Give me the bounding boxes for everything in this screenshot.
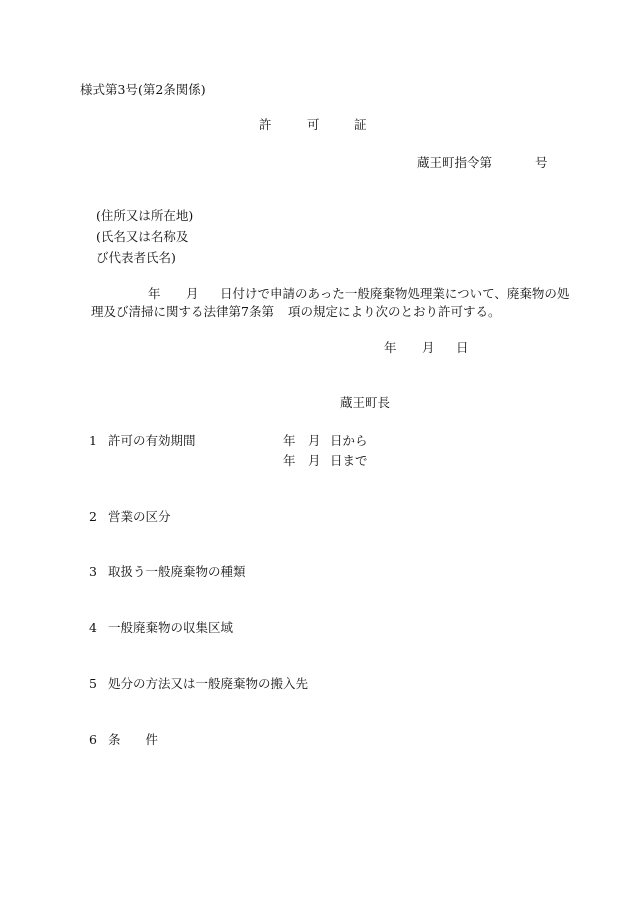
item-6-number: 6 xyxy=(89,732,97,747)
validity-from-day: 日から xyxy=(330,433,368,448)
body-month: 月 xyxy=(186,286,199,301)
body-line-2b: 項の規定により次のとおり許可する。 xyxy=(287,304,501,319)
item-6-label: 条 件 xyxy=(108,732,159,747)
form-number: 様式第3号(第2条関係) xyxy=(80,82,206,97)
body-line-2 xyxy=(91,306,500,319)
title-char-1: 許 xyxy=(259,117,272,132)
item-5-number: 5 xyxy=(89,676,97,691)
item-1-label: 許可の有効期間 xyxy=(108,433,196,448)
item-2-label: 営業の区分 xyxy=(108,509,171,524)
item-2-number: 2 xyxy=(89,509,97,524)
issuer: 蔵王町長 xyxy=(340,395,391,410)
validity-from-month: 月 xyxy=(308,433,321,448)
validity-to-month: 月 xyxy=(308,453,321,468)
issue-date-day: 日 xyxy=(456,340,469,355)
item-4-label: 一般廃棄物の収集区域 xyxy=(108,620,234,635)
permit-number-prefix: 蔵王町指令第 xyxy=(417,155,493,170)
issue-date-year: 年 xyxy=(384,340,397,355)
validity-to-day: 日まで xyxy=(330,453,368,468)
item-5-label: 処分の方法又は一般廃棄物の搬入先 xyxy=(108,676,309,691)
applicant-address-label: (住所又は所在地) xyxy=(96,208,194,223)
validity-to-year: 年 xyxy=(283,453,296,468)
body-year: 年 xyxy=(148,286,161,301)
validity-from-year: 年 xyxy=(283,433,296,448)
applicant-block xyxy=(96,205,193,268)
permit-number-suffix: 号 xyxy=(535,155,548,170)
issue-date-month: 月 xyxy=(422,340,435,355)
title-char-2: 可 xyxy=(307,117,320,132)
item-3-number: 3 xyxy=(89,564,97,579)
item-1-number: 1 xyxy=(89,433,97,448)
body-line-1: 日付けで申請のあった一般廃棄物処理業について、廃棄物の処 xyxy=(220,286,570,301)
body-line-2a: 理及び清掃に関する法律第7条第 xyxy=(91,304,274,319)
applicant-name-label: (氏名又は名称及 xyxy=(96,229,189,244)
applicant-name-label-cont: び代表者氏名) xyxy=(96,250,176,265)
item-4-number: 4 xyxy=(89,620,97,635)
item-3-label: 取扱う一般廃棄物の種類 xyxy=(108,564,246,579)
title-char-3: 証 xyxy=(354,117,367,132)
